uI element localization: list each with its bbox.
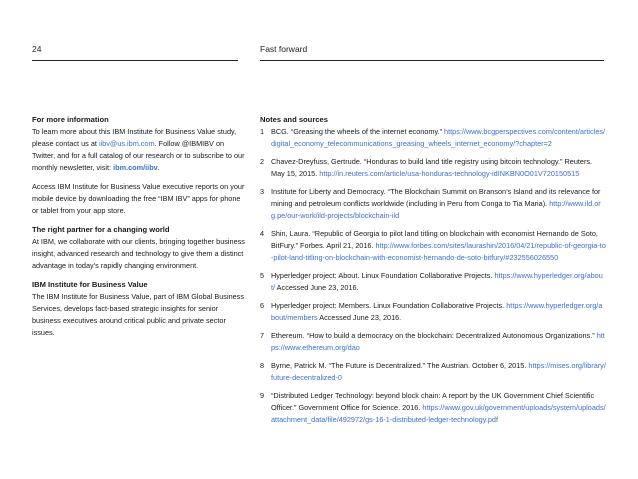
note-item	[260, 156, 606, 180]
note-text	[271, 186, 606, 222]
institute-text: The IBM Institute for Business Value, part of IBM Global Business Services, develops fact-based strategic insights for senior business executives around critical public and private sector issues.	[32, 292, 244, 337]
mobile-app-text: Access IBM Institute for Business Value executive reports on your mobile device by downloading the free “IBM IBV” apps for phone or tablet from your app store.	[32, 182, 245, 215]
note-link[interactable]: https://mises.org/library/future-decentralized-0	[271, 361, 606, 382]
note-text	[271, 270, 606, 294]
more-info-heading: For more information	[32, 115, 109, 124]
note-item	[260, 330, 606, 354]
note-number: 3	[260, 187, 265, 196]
more-info-text-middle: . Follow @IBMIBV on Twitter, and for a full catalog of our research or to subscribe to our monthly newsletter, visit:	[32, 139, 245, 172]
note-item	[260, 126, 606, 150]
note-link[interactable]: https://www.hyperledger.org/about/members	[271, 301, 603, 322]
note-text	[271, 156, 606, 180]
note-item	[260, 300, 606, 324]
note-text	[271, 228, 606, 264]
note-body: Hyperledger project: About. Linux Foundation Collaborative Projects.	[271, 271, 495, 280]
note-link[interactable]: http://www.forbes.com/sites/laurashin/2016/04/21/republic-of-georgia-to-pilot-land-titling-on-blockchain-with-economist-hernando-de-soto-bitfury/#232556026550	[271, 241, 606, 262]
note-text	[271, 360, 606, 384]
note-number: 7	[260, 331, 265, 340]
notes-column	[260, 114, 606, 432]
institute-section	[32, 279, 248, 339]
note-item	[260, 228, 606, 264]
email-link[interactable]: iibv@us.ibm.com	[98, 139, 155, 148]
institute-heading: IBM Institute for Business Value	[32, 280, 148, 289]
note-body: Institute for Liberty and Democracy. “The Blockchain Summit on Branson’s Island and its relevance for mining and petroleum conflicts worldwide (including in Peru from Conga to Tia Maria).	[271, 187, 601, 208]
note-body: Hyperledger project: Members. Linux Foundation Collaborative Projects.	[271, 301, 507, 310]
note-text	[271, 126, 606, 150]
note-after: Accessed June 23, 2016.	[317, 313, 402, 322]
note-item	[260, 270, 606, 294]
note-link[interactable]: http://www.ild.org.pe/our-work/ild-projects/blockchain-ild	[271, 199, 601, 220]
note-text	[271, 390, 606, 426]
ibm-iibv-link[interactable]: ibm.com/iibv	[113, 163, 158, 172]
notes-heading: Notes and sources	[260, 115, 328, 124]
note-item	[260, 390, 606, 426]
more-info-section	[32, 114, 248, 217]
note-number: 1	[260, 127, 265, 136]
note-body: Ethereum. “How to build a democracy on the blockchain: Decentralized Autonomous Organizations.”	[271, 331, 597, 340]
note-body: “Distributed Ledger Technology: beyond block chain: A report by the UK Government Chief Scientific Officer.” Government Office for Science. 2016.	[271, 391, 595, 412]
note-after: Accessed June 23, 2016.	[275, 283, 359, 292]
note-link[interactable]: https://www.gov.uk/government/uploads/system/uploads/attachment_data/file/492972/gs-16-1-distributed-ledger-technology.pdf	[271, 403, 606, 424]
note-number: 4	[260, 229, 265, 238]
partner-text: At IBM, we collaborate with our clients, bringing together business insight, advanced research and technology to give them a distinct advantage in today’s rapidly changing environment.	[32, 237, 245, 270]
note-number: 2	[260, 157, 265, 166]
more-info-text-start: To learn more about this IBM Institute for Business Value study, please contact us at	[32, 127, 237, 148]
note-number: 8	[260, 361, 265, 370]
note-link[interactable]: https://www.ethereum.org/dao	[271, 331, 605, 352]
header-rule-right	[260, 60, 604, 61]
header-rule-left	[32, 60, 238, 61]
note-body: Shin, Laura. “Republic of Georgia to pilot land titling on blockchain with economist Hernando de Soto, BitFury.” Forbes. April 21, 2016.	[271, 229, 598, 250]
note-number: 9	[260, 391, 265, 400]
note-text	[271, 330, 606, 354]
partner-heading: The right partner for a changing world	[32, 225, 170, 234]
note-text	[271, 300, 606, 324]
note-item	[260, 186, 606, 222]
note-body: Byrne, Patrick M. “The Future is Decentralized.” The Austrian. October 6, 2015.	[271, 361, 529, 370]
note-body: BCG. “Greasing the wheels of the internet economy.”	[271, 127, 445, 136]
partner-section	[32, 224, 248, 272]
note-item	[260, 360, 606, 384]
note-link[interactable]: https://www.hyperledger.org/about/	[271, 271, 603, 292]
notes-list	[260, 126, 606, 426]
more-info-text	[32, 126, 248, 174]
note-number: 6	[260, 301, 265, 310]
note-number: 5	[260, 271, 265, 280]
note-link[interactable]: http://in.reuters.com/article/usa-honduras-technology-idINKBN0O01V720150515	[319, 169, 580, 178]
left-column	[32, 114, 248, 346]
note-body: Chavez-Dreyfuss, Gertrude. “Honduras to build land title registry using bitcoin technology.” Reuters. May 15, 2015.	[271, 157, 593, 178]
more-info-text-end: .	[157, 163, 160, 172]
page-number: 24	[32, 44, 42, 54]
section-title: Fast forward	[260, 44, 308, 54]
note-link[interactable]: https://www.bcgperspectives.com/content/articles/digital_economy_telecommunications_greasing_wheels_internet_economy/?chapter=2	[271, 127, 606, 148]
